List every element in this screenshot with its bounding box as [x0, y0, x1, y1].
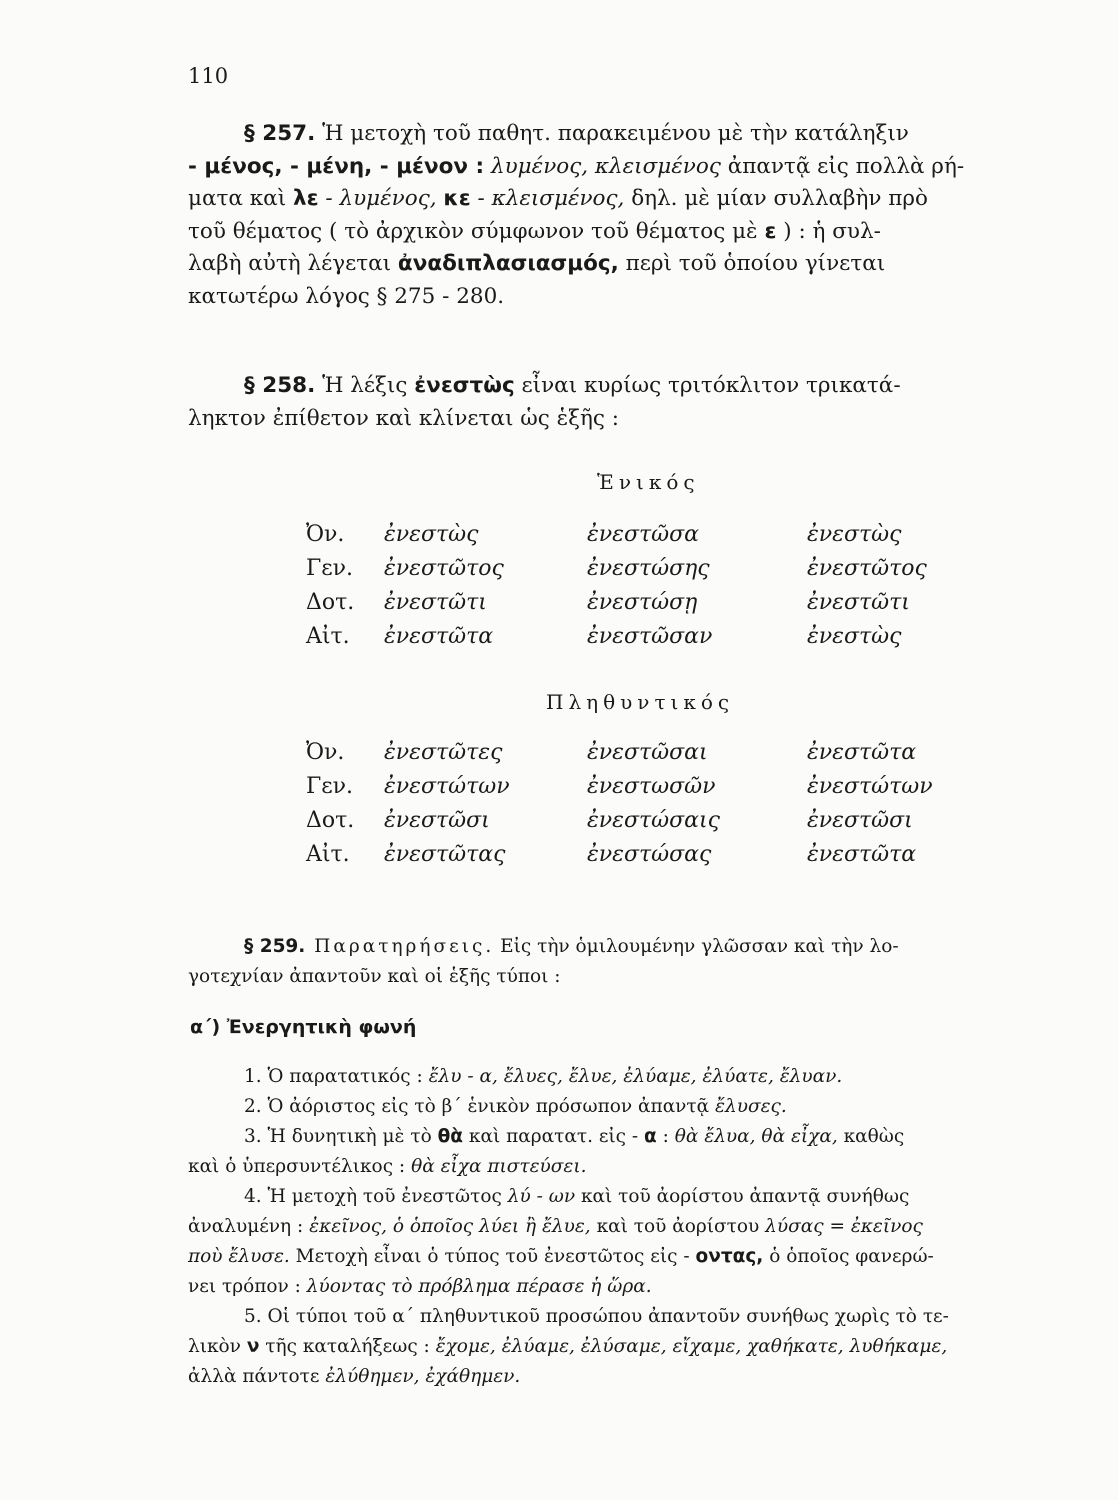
text-run: : [656, 1126, 675, 1147]
text-run: θὰ εἶχα πιστεύσει. [411, 1156, 587, 1177]
paragraph-line [188, 403, 948, 436]
declension-row [306, 740, 933, 774]
text-run: τοῦ θέματος ( τὸ ἀρχικὸν σύμφωνον τοῦ θέματος μὲ [188, 218, 765, 244]
case-label: Αἰτ. [306, 624, 350, 649]
declension-row [306, 808, 933, 842]
form-cell: ἐνεστῶτα [807, 740, 917, 765]
text-run: καὶ ὁ ὑπερσυντέλικος : [188, 1156, 412, 1177]
active-voice-heading: α΄) Ἐνεργητικὴ φωνή [190, 1016, 417, 1038]
text-run: 4. Ἡ μετοχὴ τοῦ ἐνεστῶτος [244, 1186, 508, 1207]
text-run: Ἡ μετοχὴ τοῦ παθητ. παρακειμένου μὲ τὴν κατάληξιν [315, 121, 909, 146]
section-258 [188, 370, 948, 435]
text-run: Εἰς τὴν ὁμιλουμένην γλῶσσαν καὶ τὴν λο- [494, 936, 899, 957]
list-item-line [188, 1182, 948, 1212]
text-run: ἐκεῖνος, ὁ ὁποῖος λύει ἢ ἔλυε, [309, 1216, 591, 1237]
form-cell: ἐνεστῶτες [384, 740, 503, 765]
text-run: ν [246, 1336, 260, 1357]
form-cell: ἐνεστῶσαι [587, 740, 708, 765]
list-item-line [188, 1362, 948, 1392]
text-run: κε [443, 186, 471, 211]
text-run: § 258. [244, 373, 316, 398]
declension-row [306, 590, 927, 624]
text-run: - μένος, - μένη, - μένον : [188, 153, 485, 179]
case-label: Δοτ. [306, 590, 355, 615]
paragraph-line [188, 183, 948, 216]
text-run: καὶ παρατατ. εἰς - [463, 1126, 645, 1147]
text-run: ἀναδιπλασιασμός, [397, 251, 619, 276]
declension-row [306, 522, 927, 556]
text-run: καθὼς [837, 1126, 905, 1147]
form-cell: ἐνεστῶτα [384, 624, 494, 649]
form-cell: ἐνεστῶτος [807, 556, 927, 581]
text-run: α [644, 1126, 657, 1147]
form-cell: ἐνεστῶτας [384, 842, 506, 867]
form-cell: ἐνεστῶσι [384, 808, 490, 833]
section-259 [188, 932, 948, 992]
declension-row [306, 624, 927, 658]
paragraph-line [188, 151, 965, 184]
form-cell: ἐνεστῶσα [587, 522, 699, 547]
plural-heading: Πληθυντικός [546, 690, 735, 714]
form-cell: ἐνεστώτων [384, 774, 510, 799]
text-run: κατωτέρω λόγος § 275 - 280. [188, 283, 505, 309]
text-run: Παρατηρήσεις. [305, 936, 495, 957]
text-run: Ἡ λέξις [315, 373, 415, 398]
text-run: οντας, [695, 1246, 764, 1267]
list-item-line [188, 1092, 948, 1122]
list-item [188, 1122, 948, 1182]
form-cell: ἐνεστώσῃ [587, 590, 698, 615]
text-run: νει τρόπον : [188, 1276, 307, 1297]
text-run: ἀπαντᾷ εἰς πολλὰ ρή- [720, 153, 965, 179]
form-cell: ἐνεστὼς [807, 522, 902, 547]
form-cell: ἐνεστῶτος [384, 556, 504, 581]
list-item-line [188, 1302, 948, 1332]
plural-table [306, 740, 933, 876]
declension-row [306, 774, 933, 808]
paragraph-line [188, 932, 948, 962]
text-run: λαβὴ αὐτὴ λέγεται [188, 251, 398, 276]
form-cell: ἐνεστῶσαν [587, 624, 713, 649]
form-cell: ἐνεστώτων [807, 774, 933, 799]
case-label: Δοτ. [306, 808, 355, 833]
form-cell: ἐνεστώσαις [587, 808, 720, 833]
form-cell: ἐνεστὼς [384, 522, 479, 547]
list-item-line [188, 1062, 948, 1092]
text-run: τῆς καταλήξεως : [259, 1336, 436, 1357]
declension-row [306, 842, 933, 876]
text-run: λε [292, 186, 319, 211]
form-cell: ἐνεστώσας [587, 842, 712, 867]
form-cell: ἐνεστῶσι [807, 808, 913, 833]
case-label: Γεν. [306, 774, 354, 799]
paragraph-line [188, 281, 948, 314]
case-label: Αἰτ. [306, 842, 350, 867]
list-item-line [188, 1332, 948, 1362]
text-run: θὰ [437, 1126, 464, 1147]
text-run: ποὺ ἔλυσε. [188, 1246, 290, 1267]
paragraph-line [188, 248, 948, 281]
text-run: ὁ ὁποῖος φανερώ- [763, 1246, 934, 1267]
text-run: λύσας = ἐκεῖνος [765, 1216, 923, 1237]
text-run: 1. Ὁ παρατατικός : [244, 1066, 429, 1087]
text-run: 5. Οἱ τύποι τοῦ α΄ πληθυντικοῦ προσώπου ἀπαντοῦν συνήθως χωρὶς τὸ τε- [244, 1306, 949, 1327]
text-run: 2. Ὁ ἀόριστος εἰς τὸ β΄ ἑνικὸν πρόσωπον ἀπαντᾷ [244, 1096, 716, 1117]
text-run: θὰ ἔλυα, θὰ εἶχα, [674, 1126, 838, 1147]
text-run: ἔχομε, ἐλύαμε, ἐλύσαμε, εἴχαμε, χαθήκατε, λυθήκαμε, [435, 1336, 948, 1357]
list-item-line [188, 1242, 948, 1272]
list-item-line [188, 1152, 948, 1182]
text-run: γοτεχνίαν ἀπαντοῦν καὶ οἱ ἑξῆς τύποι : [188, 966, 561, 987]
list-item-line [188, 1272, 948, 1302]
declension-row [306, 556, 927, 590]
text-run: ληκτον ἐπίθετον καὶ κλίνεται ὡς ἑξῆς : [188, 405, 619, 431]
list-item [188, 1062, 948, 1092]
list-item-line [188, 1122, 948, 1152]
singular-heading: Ἑνικός [597, 470, 700, 494]
form-cell: ἐνεστῶτα [807, 842, 917, 867]
form-cell: ἐνεστὼς [807, 624, 902, 649]
text-run: λύ - ων [507, 1186, 576, 1207]
observations-list [188, 1062, 948, 1392]
page-number: 110 [188, 64, 229, 88]
paragraph-line [188, 962, 948, 992]
text-run: εἶναι κυρίως τριτόκλιτον τρικατά- [514, 373, 901, 398]
form-cell: ἐνεστωσῶν [587, 774, 716, 799]
list-item [188, 1302, 948, 1392]
list-item-line [188, 1212, 948, 1242]
text-run: λικὸν [188, 1336, 247, 1357]
form-cell: ἐνεστῶτι [384, 590, 487, 615]
text-run: ἐλύθημεν, ἐχάθημεν. [325, 1366, 521, 1387]
text-run: ) : ἡ συλ- [776, 218, 881, 244]
text-run: ἔλυσες. [715, 1096, 787, 1117]
list-item [188, 1092, 948, 1122]
text-run: περὶ τοῦ ὁποίου γίνεται [618, 251, 886, 276]
form-cell: ἐνεστώσης [587, 556, 710, 581]
text-run: ἐνεστὼς [414, 373, 515, 398]
text-run: - κλεισμένος, [470, 186, 625, 211]
paragraph-line [188, 118, 948, 151]
case-label: Γεν. [306, 556, 354, 581]
paragraph-line [188, 370, 948, 403]
text-run: λύοντας τὸ πρόβλημα πέρασε ἡ ὥρα. [306, 1276, 652, 1297]
text-run: δηλ. μὲ μίαν συλλαβὴν πρὸ [624, 186, 928, 211]
section-257 [188, 118, 965, 313]
case-label: Ὀν. [306, 522, 345, 547]
text-run: § 257. [244, 121, 316, 146]
text-run: ἔλυ - α, ἔλυες, ἔλυε, ἐλύαμε, ἐλύατε, ἔλυαν. [428, 1066, 843, 1087]
text-run: 3. Ἡ δυνητικὴ μὲ τὸ [244, 1126, 438, 1147]
singular-table [306, 522, 927, 658]
form-cell: ἐνεστῶτι [807, 590, 910, 615]
text-run: λυμένος, κλεισμένος [484, 153, 721, 179]
text-run: ε [764, 218, 777, 244]
text-run: καὶ τοῦ ἀορίστου [590, 1216, 766, 1237]
text-run: καὶ τοῦ ἀορίστου ἀπαντᾷ συνήθως [575, 1186, 910, 1207]
text-run: § 259. [244, 936, 306, 957]
text-run: Μετοχὴ εἶναι ὁ τύπος τοῦ ἐνεστῶτος εἰς - [289, 1246, 696, 1267]
text-run: - λυμένος, [318, 186, 444, 211]
text-run: ἀλλὰ πάντοτε [188, 1366, 326, 1387]
text-run: ματα καὶ [188, 186, 293, 211]
case-label: Ὀν. [306, 740, 345, 765]
list-item [188, 1182, 948, 1302]
text-run: ἀναλυμένη : [188, 1216, 310, 1237]
paragraph-line [188, 216, 948, 249]
